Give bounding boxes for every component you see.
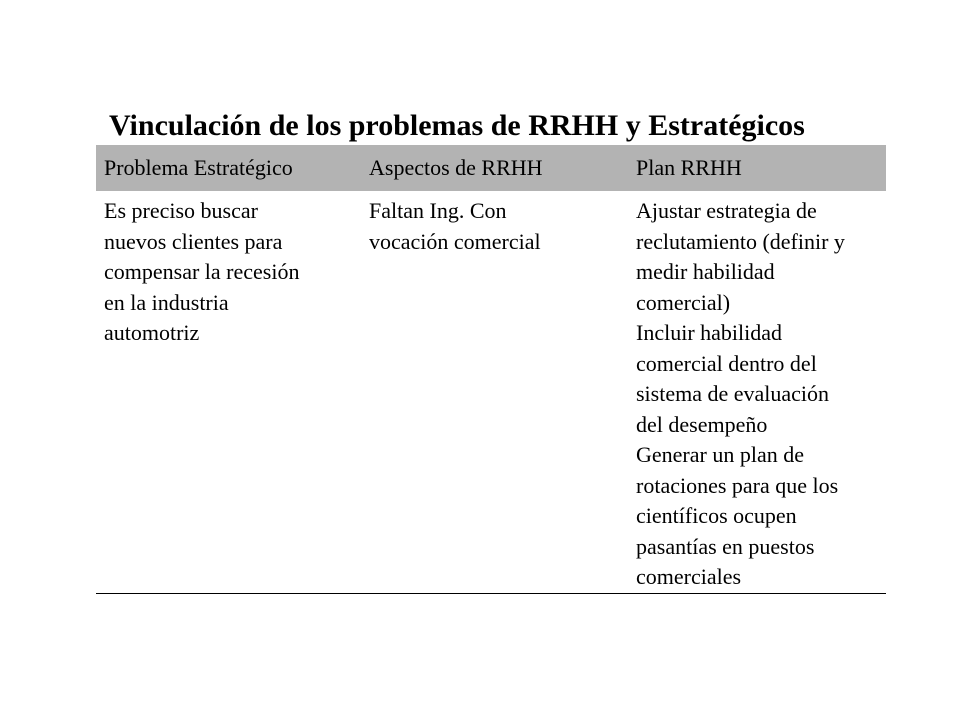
table-header-row [96, 145, 886, 191]
header-aspectos-rrhh: Aspectos de RRHH [361, 145, 628, 191]
cell-text-line: científicos ocupen [636, 503, 797, 528]
cell-text-line: comercial) [636, 289, 731, 315]
cell-text-line: comerciales [636, 564, 742, 589]
cell-text-line: rotaciones para que los [636, 472, 839, 498]
cell-text-line: comercial dentro del [636, 350, 817, 376]
cell-text-line: vocación comercial [369, 228, 541, 254]
header-plan-rrhh: Plan RRHH [628, 145, 886, 191]
cell-text-line: reclutamiento (definir y [636, 228, 845, 254]
header-problema-estrategico: Problema Estratégico [96, 145, 361, 191]
cell-text-line: Faltan Ing. Con [369, 198, 507, 223]
cell-text-line: automotriz [104, 320, 200, 345]
cell-text-line: Ajustar estrategia de [636, 198, 817, 223]
cell-text-line: nuevos clientes para [104, 228, 283, 254]
cell-aspectos [361, 191, 628, 593]
cell-text-line: pasantías en puestos [636, 533, 815, 559]
cell-text-line: del desempeño [636, 411, 768, 437]
table-row [96, 191, 886, 593]
cell-text-line: Generar un plan de [636, 442, 804, 467]
cell-text-line: medir habilidad [636, 259, 775, 284]
cell-text-line: Incluir habilidad [636, 320, 783, 345]
slide-title: Vinculación de los problemas de RRHH y Estratégicos [109, 109, 805, 142]
cell-text-line: compensar la recesión [104, 259, 300, 284]
cell-problema [96, 191, 361, 593]
cell-text-line: Es preciso buscar [104, 198, 258, 223]
cell-plan [628, 191, 886, 593]
hr-strategy-table [96, 145, 886, 594]
cell-text-line: en la industria [104, 289, 229, 315]
cell-text-line: sistema de evaluación [636, 381, 830, 406]
